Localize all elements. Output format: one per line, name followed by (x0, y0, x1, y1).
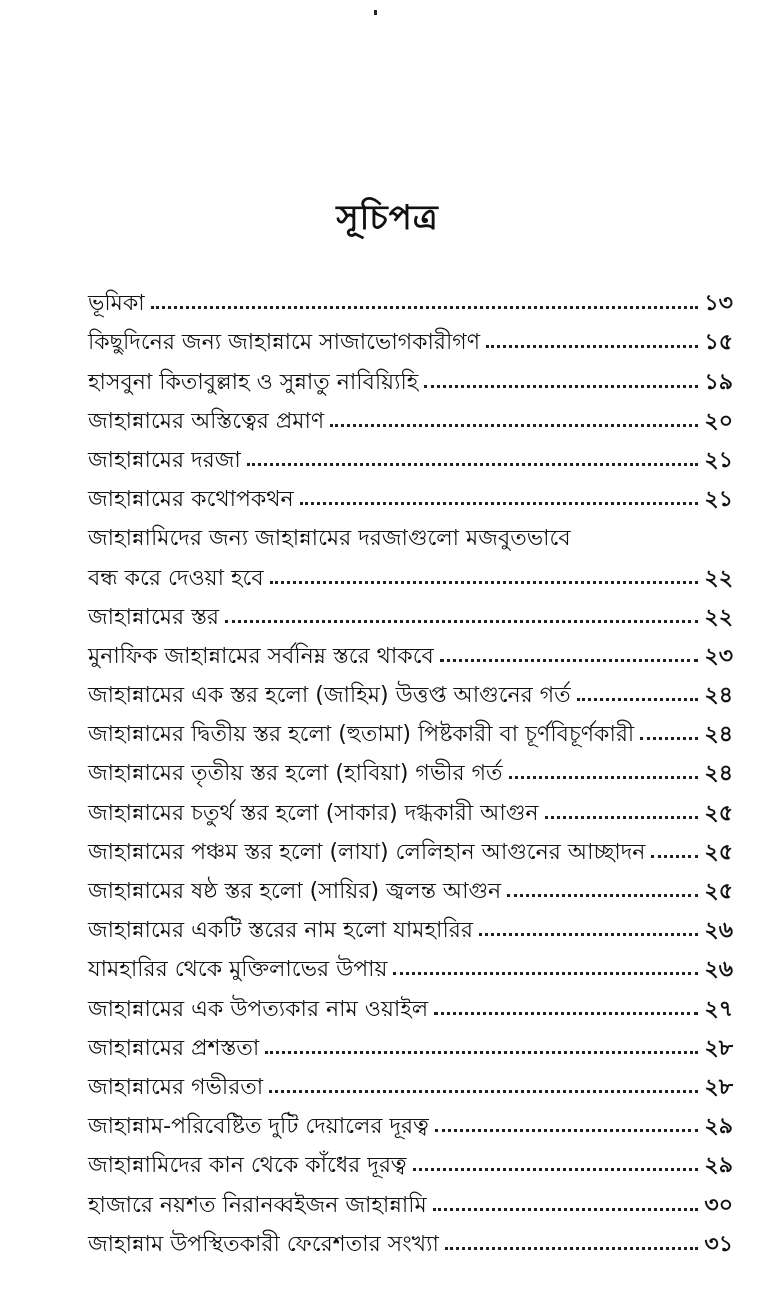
toc-entry (88, 590, 733, 629)
toc-entry-title: জাহান্নাম-পরিবেষ্টিত দুটি দেয়ালের দূরত্ব (88, 1114, 429, 1140)
toc-entry-title: জাহান্নামের ষষ্ঠ স্তর হলো (সায়ির) জ্বলন্ত আগুন (88, 879, 502, 904)
dot-leader (577, 698, 699, 701)
toc-entry-title: জাহান্নামের গভীরতা (88, 1074, 264, 1100)
dot-leader (330, 424, 698, 427)
dot-leader (545, 816, 699, 819)
toc-entry-page: ২৩ (704, 643, 733, 669)
toc-entry-title: জাহান্নামের চতুর্থ স্তর হলো (সাকার) দগ্ধকারী আগুন (88, 800, 539, 826)
table-of-contents (88, 276, 733, 1256)
toc-entry-page: ১৯ (704, 369, 733, 395)
toc-entry-title: জাহান্নামের দরজা (88, 447, 241, 473)
toc-entry-title: জাহান্নামের তৃতীয় স্তর হলো (হাবিয়া) গভীর গর্ত (88, 761, 503, 787)
toc-entry (88, 903, 733, 942)
toc-entry-page: ১৩ (704, 291, 733, 317)
toc-entry-page: ২৬ (704, 918, 733, 944)
toc-entry-title: জাহান্নামের এক উপত্যকার নাম ওয়াইল (88, 996, 429, 1022)
dot-leader (393, 972, 698, 975)
toc-entry (88, 472, 733, 511)
dot-leader (151, 306, 699, 309)
toc-entry-title: জাহান্নামের এক স্তর হলো (জাহিম) উত্তপ্ত আগুনের গর্ত (88, 683, 571, 709)
toc-entry (88, 1099, 733, 1138)
dot-leader (434, 1012, 698, 1015)
dot-leader (440, 659, 699, 662)
toc-entry-page: ২৬ (704, 957, 733, 983)
dot-leader (270, 581, 699, 584)
toc-entry (88, 550, 733, 589)
toc-entry-title: মুনাফিক জাহান্নামের সর্বনিম্ন স্তরে থাকবে (88, 643, 434, 669)
dot-leader (486, 345, 698, 348)
toc-entry-page: ৩০ (704, 1192, 733, 1218)
dot-leader (300, 502, 699, 505)
toc-entry (88, 315, 733, 354)
toc-entry-page: ২৯ (704, 1153, 733, 1179)
toc-entry-page: ২৭ (704, 996, 733, 1022)
dot-leader (247, 463, 699, 466)
toc-entry-page: ৩১ (704, 1231, 733, 1257)
toc-entry (88, 354, 733, 393)
toc-entry-page: ২৪ (704, 683, 733, 709)
toc-entry-title: জাহান্নামের কথোপকথন (88, 487, 294, 513)
toc-entry-title: জাহান্নামিদের কান থেকে কাঁধের দূরত্ব (88, 1153, 407, 1179)
toc-entry-title: জাহান্নামের অস্তিত্বের প্রমাণ (88, 408, 325, 434)
dot-leader (651, 855, 698, 858)
toc-entry-title: হাজারে নয়শত নিরানব্বইজন জাহান্নামি (88, 1192, 427, 1218)
dot-leader (445, 1247, 699, 1250)
toc-entry (88, 1138, 733, 1177)
toc-entry-page: ২৫ (704, 839, 733, 865)
toc-entry (88, 707, 733, 746)
dot-leader (265, 1051, 698, 1054)
toc-entry-page: ২৫ (704, 879, 733, 904)
toc-entry (88, 511, 733, 550)
toc-entry-page: ২৫ (704, 800, 733, 826)
toc-entry (88, 825, 733, 864)
toc-entry (88, 746, 733, 785)
toc-entry (88, 864, 733, 903)
dot-leader (640, 737, 698, 740)
toc-entry-page: ২৮ (704, 1035, 733, 1061)
page-title: সূচিপত্র (336, 198, 439, 238)
toc-entry-page: ২৪ (704, 761, 733, 787)
dot-leader (507, 894, 698, 897)
toc-entry (88, 276, 733, 315)
toc-entry (88, 785, 733, 824)
toc-entry-title: যামহারির থেকে মুক্তিলাভের উপায় (88, 957, 388, 983)
toc-entry (88, 668, 733, 707)
toc-entry-page: ২১ (704, 447, 733, 473)
dot-leader (225, 620, 698, 623)
page-speck (374, 10, 377, 15)
toc-entry-title: জাহান্নামের প্রশস্ততা (88, 1035, 260, 1061)
toc-entry-title: জাহান্নামিদের জন্য জাহান্নামের দরজাগুলো মজবুতভাবে (88, 526, 571, 552)
toc-entry (88, 394, 733, 433)
toc-entry-title: কিছুদিনের জন্য জাহান্নামে সাজাভোগকারীগণ (88, 330, 481, 356)
toc-entry (88, 1217, 733, 1256)
toc-entry (88, 433, 733, 472)
toc-entry-title: হাসবুনা কিতাবুল্লাহ ও সুন্নাতু নাবিয়্যিহি (88, 369, 419, 395)
dot-leader (269, 1090, 698, 1093)
toc-entry-page: ২২ (704, 565, 733, 591)
dot-leader (424, 385, 698, 388)
toc-entry-page: ২৯ (704, 1114, 733, 1140)
toc-entry (88, 942, 733, 981)
toc-entry (88, 1177, 733, 1216)
toc-entry-page: ২০ (704, 408, 733, 434)
toc-entry (88, 1060, 733, 1099)
toc-entry-page: ২৮ (704, 1074, 733, 1100)
dot-leader (433, 1208, 699, 1211)
toc-entry (88, 981, 733, 1020)
toc-entry-title: জাহান্নামের দ্বিতীয় স্তর হলো (হুতামা) পিষ্টকারী বা চূর্ণবিচূর্ণকারী (88, 722, 635, 748)
dot-leader (413, 1168, 699, 1171)
toc-entry-page: ১৫ (704, 330, 733, 356)
toc-entry-page: ২২ (704, 604, 733, 630)
toc-entry (88, 629, 733, 668)
toc-entry-title: জাহান্নাম উপস্থিতকারী ফেরেশতার সংখ্যা (88, 1231, 439, 1257)
toc-entry-page: ২৪ (704, 722, 733, 748)
dot-leader (509, 776, 699, 779)
dot-leader (435, 1129, 699, 1132)
toc-entry-title: জাহান্নামের একটি স্তরের নাম হলো যামহারির (88, 918, 473, 944)
toc-entry-title: জাহান্নামের স্তর (88, 604, 220, 630)
dot-leader (479, 933, 698, 936)
toc-entry-title: বন্ধ করে দেওয়া হবে (88, 565, 264, 591)
toc-entry-title: ভূমিকা (88, 291, 145, 317)
toc-entry (88, 1021, 733, 1060)
toc-entry-title: জাহান্নামের পঞ্চম স্তর হলো (লাযা) লেলিহান আগুনের আচ্ছাদন (88, 839, 646, 865)
toc-entry-page: ২১ (704, 487, 733, 513)
